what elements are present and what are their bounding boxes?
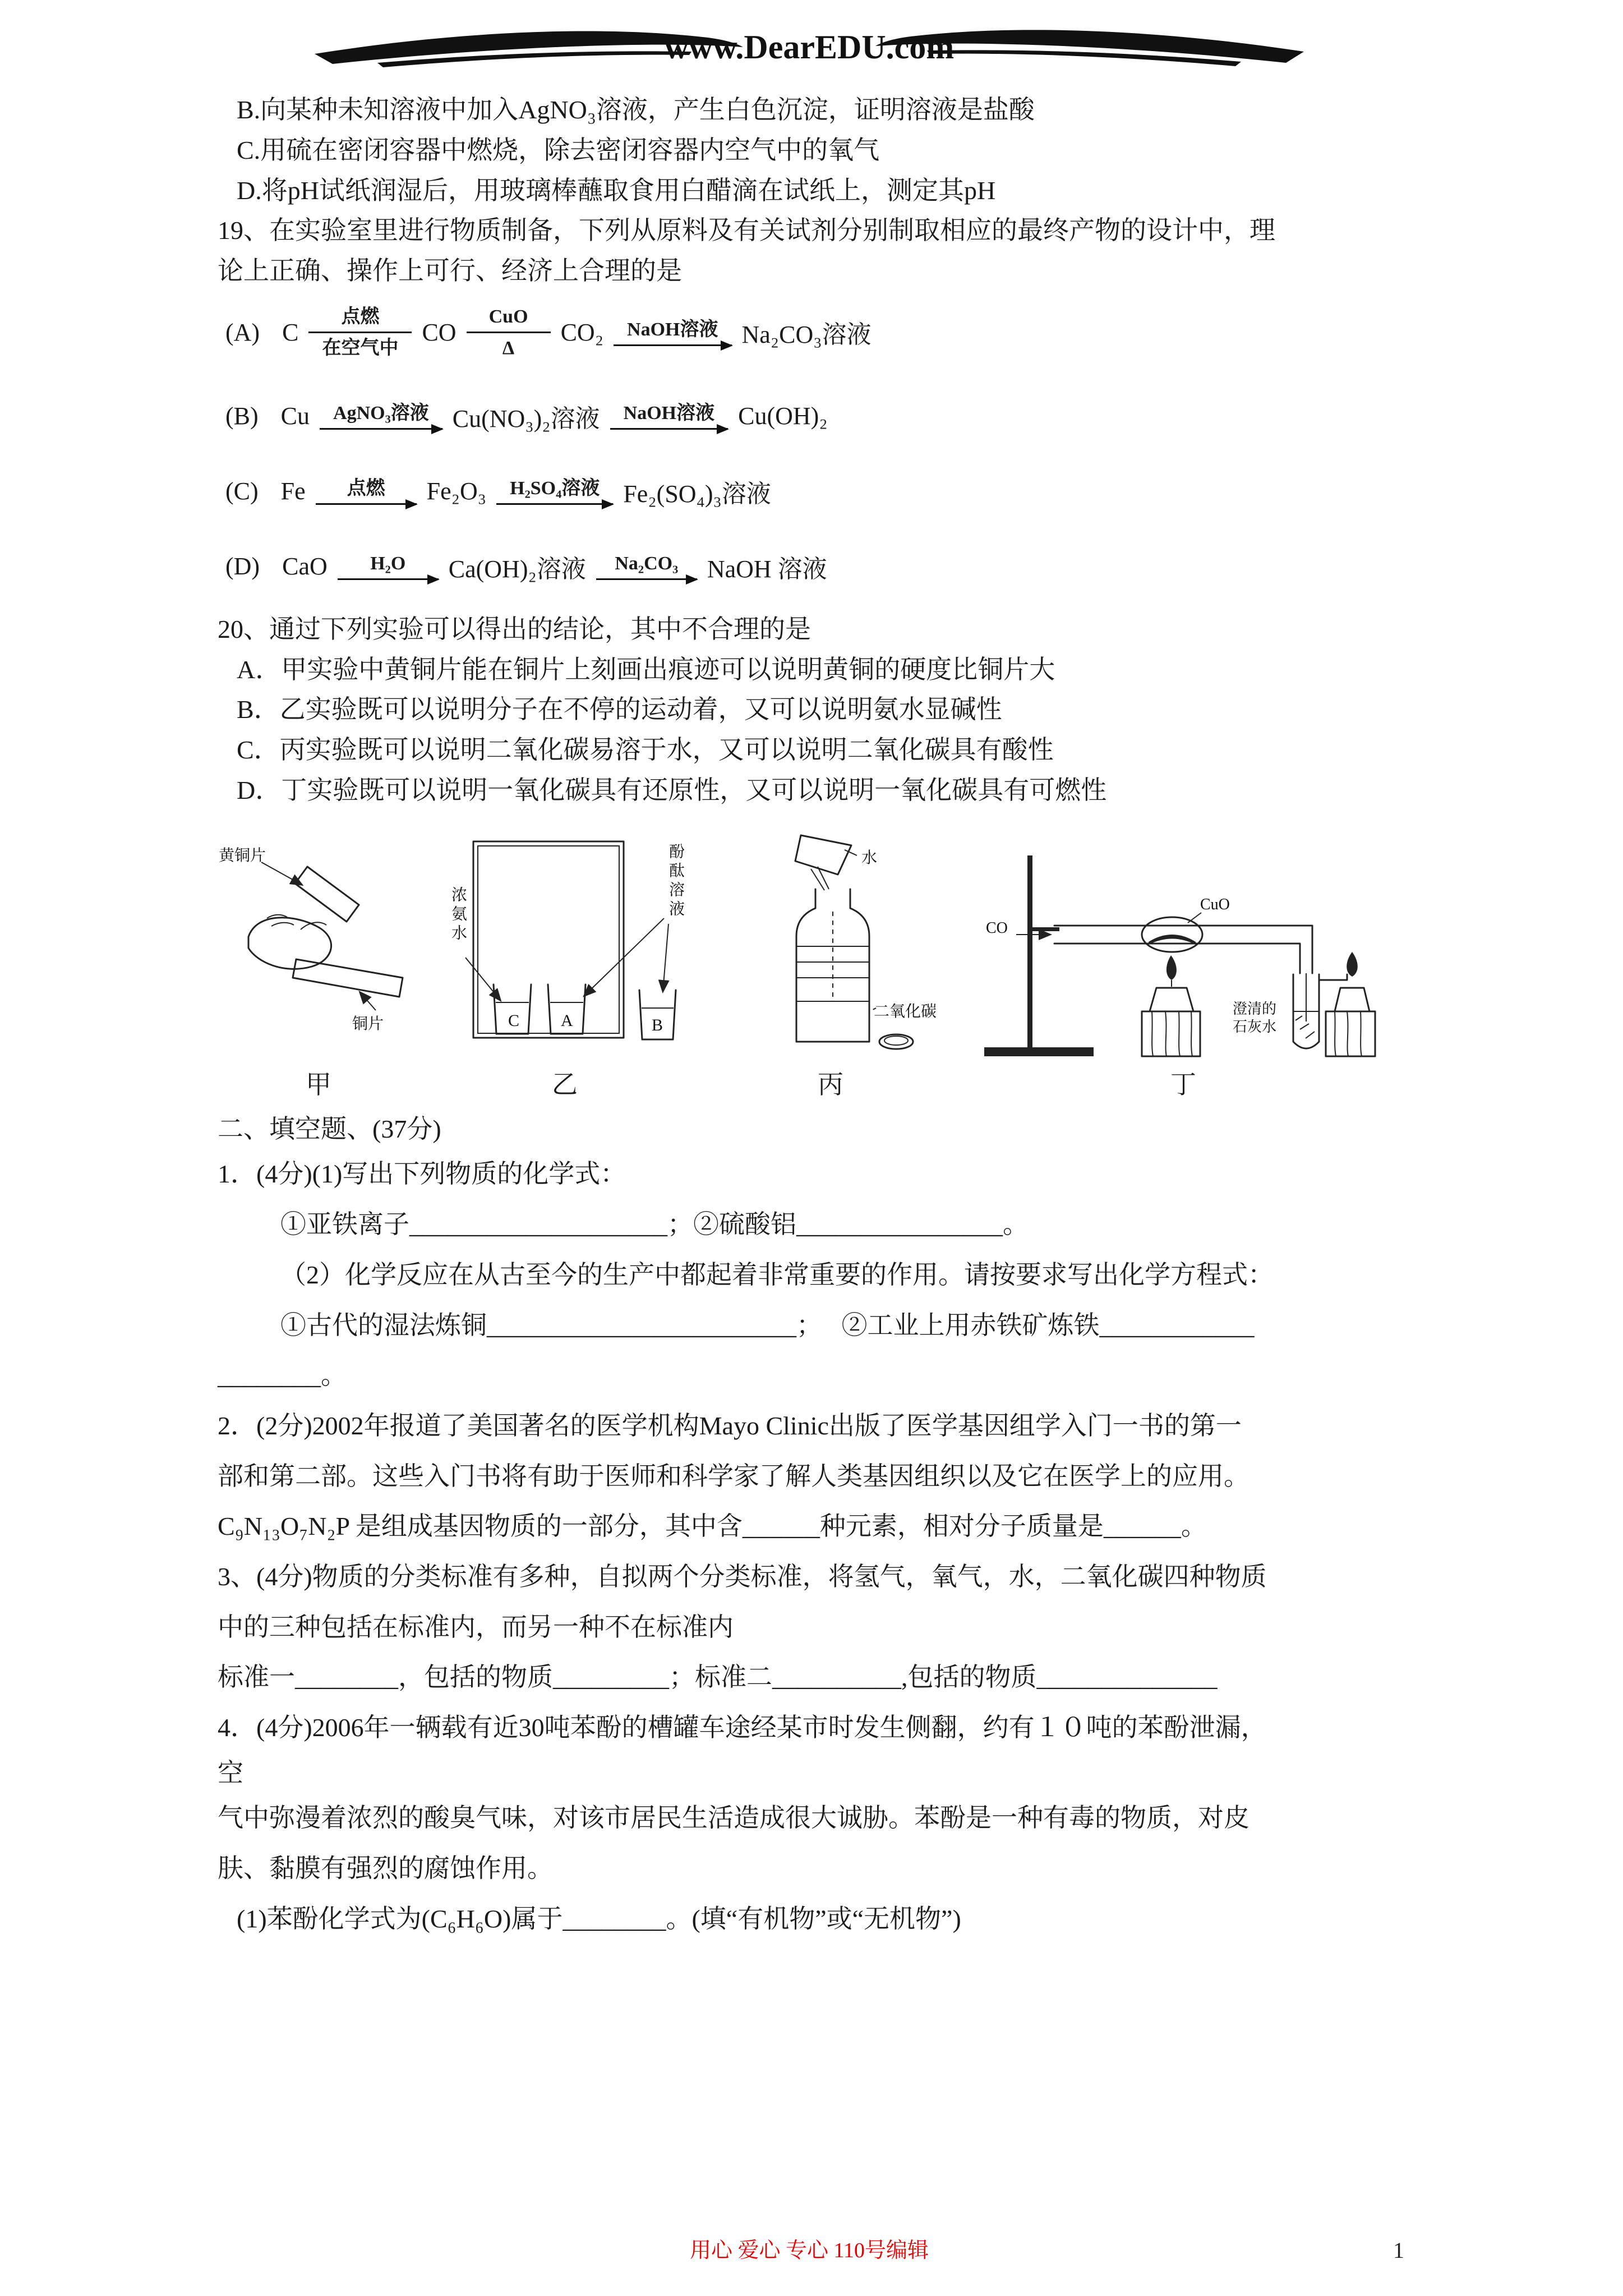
q18-option-b: B.向某种未知溶液中加入AgNO₃溶液，产生白色沉淀，证明溶液是盐酸 (237, 95, 1035, 124)
experiment-figures (218, 833, 1401, 1101)
wood-grain-right (1335, 1011, 1362, 1056)
reaction-arrow-shaft (496, 503, 613, 505)
reaction-arrow: 点燃 (316, 477, 417, 505)
intermediate: Cu(NO₃)₂溶液 (452, 404, 600, 432)
figure-ding-caption: 丁 (1170, 1070, 1196, 1099)
q1-line5-blank: ________。 (218, 1361, 347, 1390)
q20-option-a: A．甲实验中黄铜片能在铜片上刻画出痕迹可以说明黄铜的硬度比铜片大 (237, 655, 1055, 684)
q19-stem-line2: 论上正确、操作上可行、经济上合理的是 (218, 256, 682, 285)
q20-option-b: B．乙实验既可以说明分子在不停的运动着，又可以说明氨水显碱性 (237, 695, 1002, 724)
condition-over-bar: $\frac{\text{点燃}}{\text{在空气中}}$ (308, 306, 412, 359)
q3-line1: 3、(4分)物质的分类标准有多种，自拟两个分类标准，将氢气，氧气，水，二氧化碳四种物质 (218, 1562, 1267, 1591)
flame-left (1166, 955, 1177, 980)
q19-stem-line1: 19、在实验室里进行物质制备，下列从原料及有关试剂分别制取相应的最终产物的设计中，理 (218, 216, 1275, 245)
reactant: C (282, 318, 299, 346)
condition-over-bar: $\frac{\text{CuO}}{\Delta}$ (467, 306, 551, 359)
figure-ding (976, 833, 1391, 1101)
flame-right (1347, 952, 1358, 977)
q4-line3: 气中弥漫着浓烈的酸臭气味，对该市居民生活造成很大诚胁。苯酚是一种有毒的物质，对皮 (218, 1803, 1249, 1833)
reaction-arrow-shaft (338, 578, 439, 580)
q2-line3-blanks: C₉N₁₃O₇N₂P 是组成基因物质的一部分，其中含______种元素，相对分子质量是______。 (218, 1512, 1207, 1541)
q1-line4-blanks: ①古代的湿法炼铜________________________； ②工业上用赤铁矿炼铁____________ (280, 1310, 1255, 1340)
brass-strip (295, 867, 359, 922)
q20-option-d: D．丁实验既可以说明一氧化碳具有还原性，又可以说明一氧化碳具有可燃性 (237, 775, 1107, 804)
label-co-gas: CO (986, 919, 1008, 937)
q19-option-d (225, 549, 1401, 585)
q4-line2: 空 (218, 1758, 243, 1787)
pouring-cup (795, 835, 851, 875)
page-footer (218, 2225, 1404, 2267)
bottom-whitespace (218, 1944, 1401, 2225)
stand-base (984, 1047, 1094, 1056)
option-label: (D) (225, 553, 260, 581)
stand-clamp (1032, 927, 1059, 931)
product: Na₂CO₃溶液 (741, 321, 872, 349)
reaction-bar (308, 332, 412, 333)
label-phenolphthalein: 酚酞溶液 (667, 843, 684, 919)
exit-tube (1319, 974, 1347, 980)
logo-text: www.DearEDU.com (664, 29, 955, 66)
figure-jia (218, 833, 419, 1101)
figure-bing (710, 833, 951, 1101)
wood-grain-left (1152, 1011, 1192, 1056)
q19-option-a (225, 306, 1401, 359)
option-label: (C) (225, 477, 259, 505)
product: NaOH 溶液 (707, 555, 827, 583)
figure-jia-caption: 甲 (306, 1070, 331, 1099)
alcohol-lamp-left (1150, 988, 1193, 1011)
reaction-bar (467, 332, 551, 333)
cuo-label-leader (1188, 913, 1201, 923)
label-cuo: CuO (1200, 895, 1230, 913)
label-copper-strip: 铜片 (352, 1015, 384, 1033)
hand-thumb (301, 922, 326, 930)
reaction-arrow: NaOH溶液 (614, 319, 731, 346)
intermediate: Ca(OH)₂溶液 (448, 555, 586, 583)
limewater-hatch (1295, 1016, 1315, 1038)
beaker-c-letter: C (508, 1011, 520, 1030)
bottle-cap-inner (884, 1036, 908, 1045)
alcohol-lamp-right (1335, 988, 1370, 1011)
section2-title: 二、填空题、(37分) (218, 1114, 441, 1143)
q19-option-c (225, 473, 1401, 509)
q3-line3-blanks: 标准一________，包括的物质_________；标准二__________,包括的物质______________ (218, 1663, 1218, 1692)
stand-rod (1027, 855, 1032, 1047)
reaction-arrow-shaft (614, 344, 731, 346)
footer-motto: 用心 爱心 专心 110号编辑 (689, 2239, 929, 2262)
site-logo-header (218, 19, 1401, 75)
label-brass-strip: 黄铜片 (219, 846, 266, 864)
q1-line1: 1．(4分)(1)写出下列物质的化学式： (218, 1159, 626, 1189)
q4-sub1-blank: (1)苯酚化学式为(C₆H₆O)属于________。(填“有机物”或“无机物”) (237, 1904, 961, 1933)
intermediate: Fe₂O₃ (426, 477, 487, 505)
reaction-arrow: Na₂CO₃ (596, 553, 697, 580)
option-label: (A) (225, 318, 260, 346)
product: Cu(OH)₂ (738, 402, 828, 430)
logo-swoosh-graphic (310, 19, 1308, 75)
q20-option-c: C．丙实验既可以说明二氧化碳易溶于水，又可以说明二氧化碳具有酸性 (237, 735, 1054, 765)
q3-line2: 中的三种包括在标准内，而另一种不在标准内 (218, 1612, 734, 1641)
label-carbon-dioxide: 二氧化碳 (874, 1002, 937, 1020)
copper-label-leader (360, 992, 376, 1010)
wood-block-right (1326, 1011, 1375, 1056)
beaker-b-letter: B (652, 1015, 663, 1034)
reaction-arrow-shaft (596, 578, 697, 580)
q4-line4: 肤、黏膜有强烈的腐蚀作用。 (218, 1854, 553, 1883)
hand-illustration (248, 917, 331, 969)
reaction-arrow-shaft (320, 428, 442, 430)
q1-line2-blanks: ①亚铁离子____________________；②硫酸铝________________。 (280, 1210, 1029, 1239)
page-number: 1 (1393, 2238, 1404, 2263)
q2-line2: 部和第二部。这些入门书将有助于医师和科学家了解人类基因组织以及它在医学上的应用。 (218, 1461, 1249, 1490)
q1-line3: （2）化学反应在从古至今的生产中都起着非常重要的作用。请按要求写出化学方程式： (280, 1260, 1274, 1289)
ammonia-label-leader (465, 958, 500, 1000)
q2-line1: 2．(2分)2002年报道了美国著名的医学机构Mayo Clinic出版了医学基因组学入门一书的第一 (218, 1411, 1242, 1440)
intermediate: CO₂ (560, 318, 604, 346)
water-stream-1 (811, 869, 824, 890)
reaction-arrow: NaOH溶液 (610, 402, 728, 430)
delivery-tube (1281, 926, 1312, 973)
hand-fingers (267, 914, 294, 926)
label-water: 水 (861, 849, 878, 867)
reaction-arrow-shaft (610, 428, 728, 430)
figure-yi (444, 833, 685, 1101)
reactant: CaO (282, 553, 328, 581)
reactant: Cu (280, 402, 310, 430)
reaction-arrow: H₂SO₄溶液 (496, 477, 613, 505)
q20-stem: 20、通过下列实验可以得出的结论，其中不合理的是 (218, 614, 811, 643)
figure-yi-caption: 乙 (552, 1070, 578, 1099)
figure-bing-caption: 丙 (818, 1070, 843, 1099)
q18-option-d: D.将pH试纸润湿后，用玻璃棒蘸取食用白醋滴在试纸上，测定其pH (237, 176, 996, 205)
beaker-a-letter: A (561, 1011, 573, 1030)
product: Fe₂(SO₄)₃溶液 (623, 480, 771, 508)
phenolphthalein-leader-b (663, 924, 668, 991)
reaction-arrow: AgNO₃溶液 (320, 402, 442, 430)
reactant: Fe (280, 477, 306, 505)
intermediate: CO (422, 318, 457, 346)
reaction-arrow: H₂O (338, 553, 439, 580)
label-clear-limewater: 澄清的石灰水 (1233, 1000, 1277, 1036)
reaction-arrow-shaft (316, 503, 417, 505)
q4-line1: 4．(4分)2006年一辆载有近30吨苯酚的槽罐车途经某市时发生侧翻，约有１０吨的苯酚泄漏， (218, 1713, 1267, 1742)
q19-option-b (225, 398, 1401, 434)
label-concentrated-ammonia: 浓氨水 (449, 886, 467, 944)
copper-strip (293, 959, 403, 997)
option-label: (B) (225, 402, 259, 430)
q18-option-c: C.用硫在密闭容器中燃烧，除去密闭容器内空气中的氧气 (237, 135, 880, 164)
